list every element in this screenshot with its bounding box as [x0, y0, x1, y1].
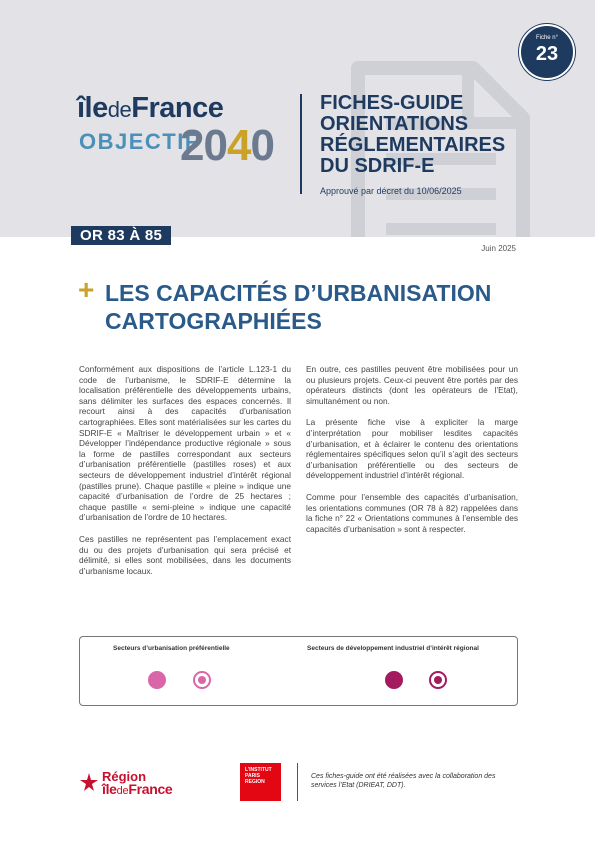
- institut-line: REGION: [245, 779, 265, 785]
- publication-date: Juin 2025: [481, 244, 516, 253]
- approval-subtitle: Approuvé par décret du 10/06/2025: [320, 186, 462, 196]
- logo-year: [180, 121, 274, 171]
- plus-icon: +: [78, 274, 95, 305]
- logo-year-a: 20: [180, 121, 227, 170]
- document-title: [320, 93, 505, 177]
- badge-label: Fiche n°: [535, 35, 559, 41]
- credits-text: Ces fiches-guide ont été réalisées avec la collaboration des services l’Etat (DRIEAT, DDT).: [311, 773, 496, 789]
- paragraph: Ces pastilles ne représentent pas l’emplacement exact du ou des projets d’urbanisation qui sera précisé et délimité, si elles sont mobilisées, dans les documents d’urbanisme locaux.: [79, 533, 291, 576]
- paragraph: En outre, ces pastilles peuvent être mobilisées pour un ou plusieurs projets. Ceux-ci peuvent être portés par des opérateurs distincts (dont les opérateurs de l’Etat), simultanément ou non.: [306, 364, 518, 406]
- footer-divider: [297, 763, 298, 801]
- region-de: de: [116, 785, 129, 797]
- right-column: [306, 364, 518, 545]
- logo-objectif: OBJECTIF: [79, 129, 200, 154]
- logo-ile: île: [77, 92, 108, 124]
- title-line: ORIENTATIONS: [320, 113, 469, 135]
- logo-de: de: [107, 97, 132, 122]
- fiche-number-badge: [519, 24, 575, 80]
- paragraph: La présente fiche vise à expliciter la marge d’interprétation pour mobiliser lesdites capacités d’urbanisation, et à éclairer le contenu des orientations réglementaires spécifiques selon qu’il s’agit des secteurs d’urbanisation préférentielle ou des secteurs de développement industriel d’intérêt régional.: [306, 417, 518, 481]
- region-logo-line1: Région: [102, 769, 147, 784]
- title-line: FICHES-GUIDE: [320, 92, 464, 114]
- heading-line: LES CAPACITÉS D’URBANISATION: [105, 280, 492, 306]
- region-logo-line2: [102, 781, 172, 797]
- badge-number: 23: [535, 43, 559, 65]
- title-line: RÉGLEMENTAIRES: [320, 134, 506, 156]
- legend-title-urbanisation: Secteurs d’urbanisation préférentielle: [113, 645, 230, 652]
- legend-box: [79, 636, 518, 706]
- or-tag: OR 83 À 85: [71, 226, 171, 245]
- pink-semi-dot-icon: [193, 671, 211, 689]
- institut-paris-region-logo: [240, 763, 281, 801]
- heading-line: CARTOGRAPHIÉES: [105, 308, 322, 334]
- plum-full-dot-icon: [385, 671, 403, 689]
- region-france: France: [128, 781, 173, 797]
- region-ile: île: [102, 781, 117, 797]
- legend-title-industriel: Secteurs de développement industriel d’intérêt régional: [307, 645, 479, 652]
- logo-year-b: 4: [226, 121, 251, 170]
- left-column: [79, 364, 291, 587]
- pink-full-dot-icon: [148, 671, 166, 689]
- title-line: DU SDRIF-E: [320, 155, 435, 177]
- logo-france: France: [131, 92, 224, 124]
- header-divider: [300, 94, 302, 194]
- institut-line: PARIS: [245, 773, 260, 779]
- paragraph: Conformément aux dispositions de l’article L.123-1 du code de l’urbanisme, le SDRIF-E détermine la localisation préférentielle des développements urbains, sans délimiter les surfaces des espaces concernés. Il recourt ainsi à des capacités d’urbanisation cartographiées. Elles sont matérialisées sur les cartes du SDRIF-E « Maîtriser le développement urbain » et « Développer l’indépendance productive régionale » sous la forme de pastilles correspondant aux secteurs d’urbanisation préférentielle (pastilles roses) et aux secteurs de développement industriel d’intérêt régional (pastilles prune). Chaque pastille « pleine » indique une capacité d’urbanisation de l’ordre de 25 hectares ; chaque pastille « semi-pleine » indique une capacité d’urbanisation de l’ordre de 10 hectares.: [79, 364, 291, 523]
- plum-semi-dot-icon: [429, 671, 447, 689]
- logo-year-c: 0: [250, 121, 274, 170]
- region-star-icon: [79, 772, 99, 792]
- institut-line: L’INSTITUT: [245, 767, 272, 773]
- section-heading: [105, 279, 525, 335]
- paragraph: Comme pour l’ensemble des capacités d’urbanisation, les orientations communes (OR 78 à 82) rappelées dans la fiche n° 22 « Orientations communes à l’ensemble des capacités d’urbanisation » sont à respecter.: [306, 491, 518, 534]
